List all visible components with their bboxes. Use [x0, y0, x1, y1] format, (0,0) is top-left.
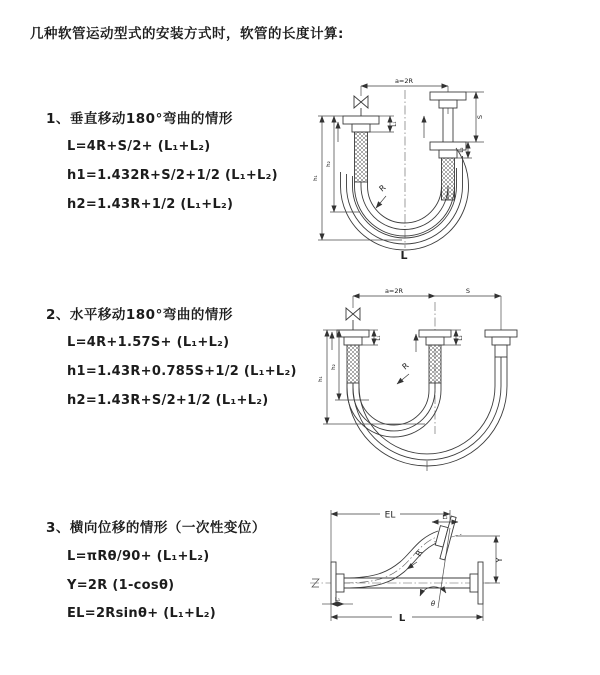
lateral-displacement-drawing	[300, 500, 590, 635]
hose-curves	[347, 357, 507, 466]
section-1-formula-h2: h2=1.43R+1/2 (L₁+L₂)	[67, 197, 234, 212]
dim-label-offset: Y	[495, 557, 504, 563]
radius-label: R	[377, 183, 388, 194]
section-1-formula-h1: h1=1.432R+S/2+1/2 (L₁+L₂)	[67, 168, 278, 183]
dim-label-height1: h₁	[318, 376, 324, 382]
dim-label-end2: L₂	[459, 147, 465, 153]
right-fitting-displaced-position	[485, 330, 517, 357]
left-fitting	[337, 330, 369, 383]
dim-label-height2: h₂	[331, 364, 337, 370]
middle-fitting-original-position	[419, 330, 451, 383]
dim-label-stroke: S	[476, 114, 484, 120]
section-3-formula-L: L=πRθ/90+ (L₁+L₂)	[67, 549, 210, 564]
dim-label-end1: L₁	[376, 335, 382, 341]
section-3-formula-Y: Y=2R (1-cosθ)	[67, 578, 175, 593]
section-1-formula-L: L=4R+S/2+ (L₁+L₂)	[67, 139, 211, 154]
hose-centerline	[344, 536, 439, 583]
left-fitting	[343, 116, 379, 182]
dim-label-end2: L₂	[442, 515, 448, 521]
braided-hose-section	[429, 345, 441, 383]
vertical-180-bend-drawing	[306, 64, 546, 266]
braided-hose-section	[355, 132, 368, 182]
dim-label-stroke: S	[465, 287, 471, 295]
section-1-heading: 1、垂直移动180°弯曲的情形	[46, 111, 233, 127]
hose-s-curve	[344, 531, 441, 588]
section-2-heading: 2、水平移动180°弯曲的情形	[46, 307, 233, 323]
dim-label-end1: L₁	[392, 121, 398, 127]
horizontal-180-bend-drawing	[315, 282, 553, 476]
dim-label-span: a=2R	[384, 287, 404, 295]
right-flange-original-position	[470, 562, 483, 604]
braided-hose-section	[347, 345, 359, 383]
section-2-formula-h1: h1=1.43R+0.785S+1/2 (L₁+L₂)	[67, 364, 297, 379]
dim-label-span: a=2R	[394, 77, 414, 85]
section-2-formula-L: L=4R+1.57S+ (L₁+L₂)	[67, 335, 230, 350]
page-title: 几种软管运动型式的安装方式时，软管的长度计算:	[30, 26, 344, 42]
dim-label-height2: h₂	[326, 161, 332, 167]
radius-label: R	[413, 548, 425, 558]
dim-label-span: EL	[384, 510, 396, 521]
length-label: L	[400, 249, 408, 262]
right-fitting-upper-position	[430, 92, 466, 108]
radius-label: R	[400, 361, 411, 372]
dim-label-end2: L₂	[458, 335, 464, 341]
section-3-heading: 3、横向位移的情形（一次性变位）	[46, 520, 266, 536]
dim-label-height1: h₁	[313, 175, 319, 181]
valve-icon	[354, 96, 368, 116]
section-3-formula-EL: EL=2Rsinθ+ (L₁+L₂)	[67, 606, 217, 621]
dim-label-end1: L₁	[334, 597, 341, 603]
angle-label: θ	[430, 600, 436, 608]
length-label: L	[398, 613, 406, 624]
valve-icon	[346, 308, 360, 330]
section-2-formula-h2: h2=1.43R+S/2+1/2 (L₁+L₂)	[67, 393, 269, 408]
